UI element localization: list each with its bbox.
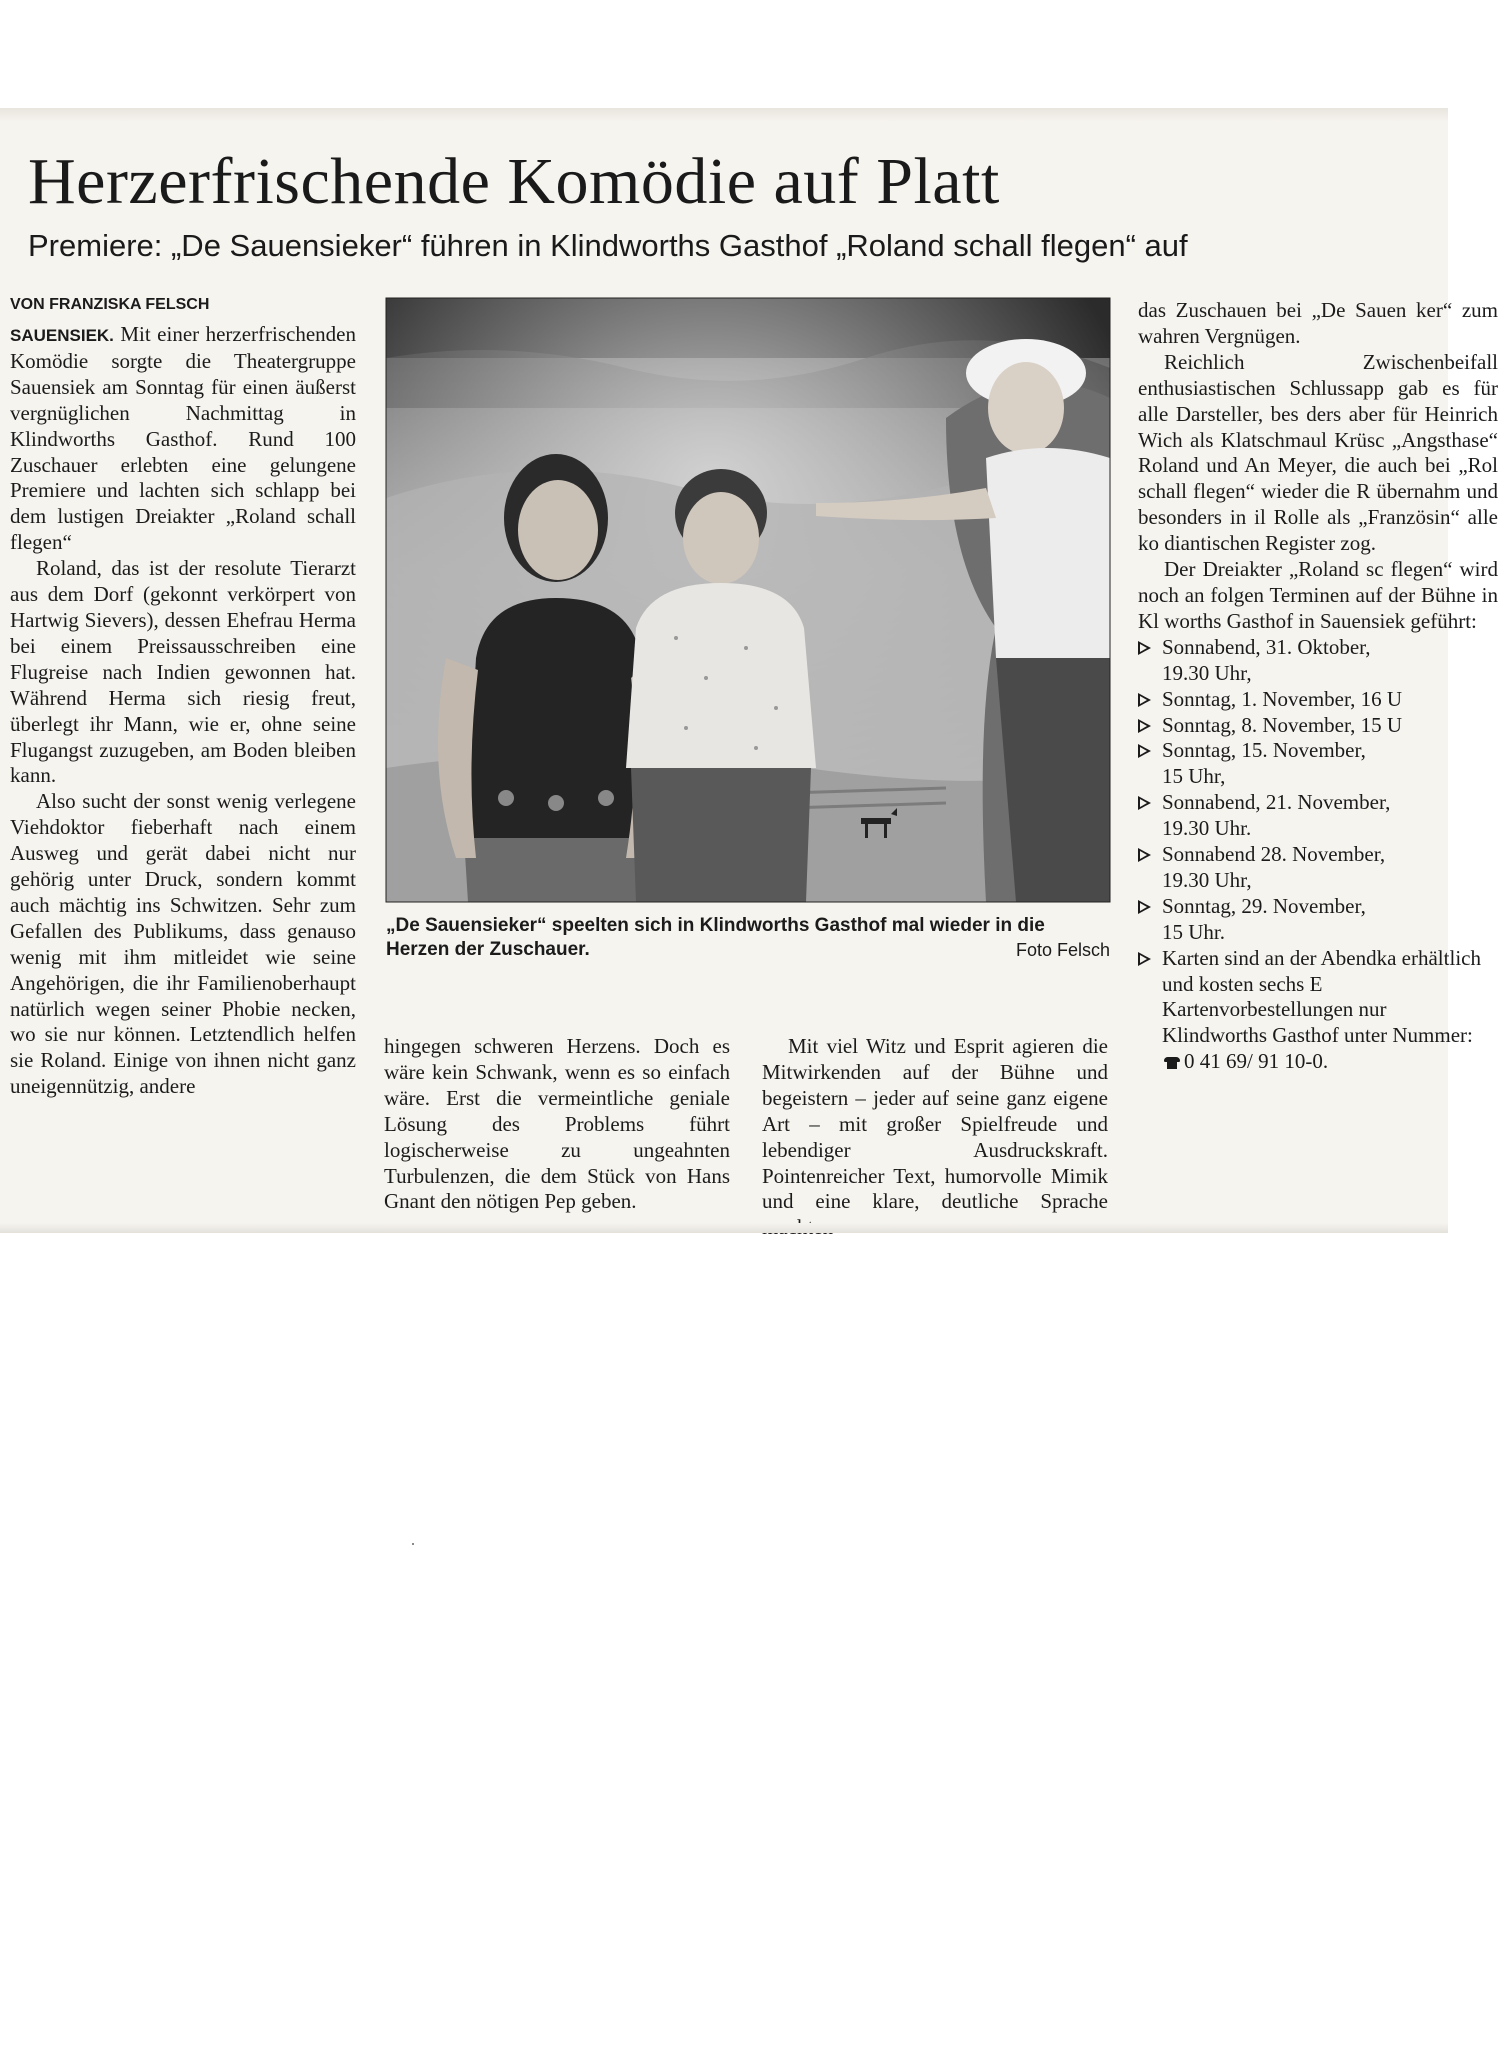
date-item-cont xyxy=(1138,764,1498,790)
paragraph-1-text: Mit einer herzerfrischenden Komödie sorgte die Theatergruppe Sauensiek am Sonntag für einen äußerst vergnüglichen Nachmittag in Klindworths Gasthof. Rund 100 Zuschauer erlebten eine gelungene Premiere und lachten sich schlapp bei dem lustigen Dreiakter „Roland schall flegen“ xyxy=(10,322,356,555)
date-text: 15 Uhr. xyxy=(1162,919,1225,944)
subheadline: Premiere: „De Sauensieker“ führen in Klindworths Gasthof „Roland schall flegen“ auf xyxy=(28,228,1188,263)
article-column-2 xyxy=(384,1034,730,1215)
date-item-cont xyxy=(1138,661,1498,687)
date-text: Sonntag, 15. November, xyxy=(1162,738,1366,763)
clipping-edge xyxy=(0,1223,1448,1233)
date-text: Sonnabend, 31. Oktober, xyxy=(1162,634,1371,659)
paragraph-2: Roland, das ist der resolute Tierarzt aus dem Dorf (gekonnt verkörpert von Hartwig Sievers), dessen Ehefrau Herma bei einem Preissausschreiben eine Flugreise nach Indien gewonnen hat. Während Herma sich riesig freut, überlegt ihr Mann, wie er, ohne seine Flugangst zuzugeben, am Boden bleiben kann. xyxy=(10,556,356,788)
caption-text: „De Sauensieker“ speelten sich in Klindworths Gasthof mal wieder in die Herzen der Zuschauer. xyxy=(386,915,1045,960)
date-text: Sonntag, 8. November, 15 U xyxy=(1162,712,1403,737)
stage-photo xyxy=(386,298,1110,902)
article-column-1 xyxy=(10,322,356,1100)
paragraph-1 xyxy=(10,322,356,556)
date-item-cont xyxy=(1138,868,1498,894)
date-item xyxy=(1138,738,1498,764)
headline: Herzerfrischende Komödie auf Platt xyxy=(28,145,1000,218)
paragraph-4: hingegen schweren Herzens. Doch es wäre kein Schwank, wenn es so einfach wäre. Erst die vermeintliche geniale Lösung des Problems führt logischerweise zu ungeahnten Turbulenzen, die dem Stück von Hans Gnant den nötigen Pep geben. xyxy=(384,1034,730,1214)
triangle-bullet-icon xyxy=(1138,641,1151,655)
date-item xyxy=(1138,635,1498,661)
photo-caption xyxy=(386,914,1110,962)
phone-icon xyxy=(1164,1057,1180,1069)
date-text: Sonntag, 29. November, xyxy=(1162,893,1366,918)
date-text: 19.30 Uhr, xyxy=(1162,660,1252,685)
tickets-text: Karten sind an der Abendka erhältlich und kosten sechs E Kartenvorbestellungen nur Klindworths Gasthof unter Nummer: xyxy=(1162,945,1481,1048)
triangle-bullet-icon xyxy=(1138,693,1151,707)
paragraph-7: Reichlich Zwischenbeifall enthusiastischen Schlussapp gab es für alle Darsteller, bes ders aber für Heinrich Wich als Klatschmaul Krüsc „Angsthase“ Roland und An Meyer, die auch bei „Rol schall flegen“ wieder die R übernahm und besonders in il Rolle als „Französin“ alle ko diantischen Register zog. xyxy=(1138,349,1498,556)
triangle-bullet-icon xyxy=(1138,796,1151,810)
date-text: 19.30 Uhr, xyxy=(1162,867,1252,892)
phone-number: 0 41 69/ 91 10-0. xyxy=(1184,1049,1329,1074)
date-text: Sonntag, 1. November, 16 U xyxy=(1162,686,1403,711)
performance-dates xyxy=(1138,635,1498,1075)
date-text: 19.30 Uhr. xyxy=(1162,816,1252,841)
newspaper-clipping xyxy=(0,108,1498,1233)
date-item-cont xyxy=(1138,816,1498,842)
scan-speck xyxy=(412,1543,414,1545)
triangle-bullet-icon xyxy=(1138,900,1151,914)
paragraph-5: Mit viel Witz und Esprit agieren die Mitwirkenden auf der Bühne und begeistern – jeder auf seine ganz eigene Art – mit großer Spielfreude und lebendiger Ausdruckskraft. Pointenreicher Text, humorvolle Mimik und eine klare, deutliche Sprache xyxy=(762,1034,1108,1214)
paragraph-3: Also sucht der sonst wenig verlegene Viehdoktor fieberhaft nach einem Ausweg und gerät dabei nicht nur gehörig unter Druck, sondern kommt auch mächtig ins Schwitzen. Sehr zum Gefallen des Publikums, dass genauso wenig mit ihm mitleidet wie seine Angehörigen, die ihr Familienoberhaupt natürlich wegen seiner Phobie necken, wo sie nur können. Letztendlich helfen sie Roland. Einige von ihnen nicht ganz uneigennützig, andere xyxy=(10,789,356,1099)
byline: VON FRANZISKA FELSCH xyxy=(10,296,210,313)
article-column-3 xyxy=(762,1034,1108,1241)
date-text: Sonnabend, 21. November, xyxy=(1162,790,1391,815)
dateline: SAUENSIEK. xyxy=(10,326,114,345)
date-item xyxy=(1138,894,1498,920)
date-item xyxy=(1138,713,1498,739)
triangle-bullet-icon xyxy=(1138,719,1151,733)
triangle-bullet-icon xyxy=(1138,952,1151,966)
article-column-4 xyxy=(1138,298,1498,1075)
date-text: Sonnabend 28. November, xyxy=(1162,842,1386,867)
date-item xyxy=(1138,687,1498,713)
date-item-cont xyxy=(1138,920,1498,946)
paragraph-6: das Zuschauen bei „De Sauen ker“ zum wahren Vergnügen. xyxy=(1138,298,1498,348)
triangle-bullet-icon xyxy=(1138,848,1151,862)
date-item xyxy=(1138,842,1498,868)
date-item xyxy=(1138,790,1498,816)
triangle-bullet-icon xyxy=(1138,744,1151,758)
photo-credit: Foto Felsch xyxy=(1015,940,1110,960)
tickets-item xyxy=(1138,946,1482,1076)
date-text: 15 Uhr, xyxy=(1162,764,1226,789)
paragraph-8: Der Dreiakter „Roland sc flegen“ wird noch an folgen Terminen auf der Bühne in Kl worths Gasthof in Sauensiek geführt: xyxy=(1138,557,1498,633)
